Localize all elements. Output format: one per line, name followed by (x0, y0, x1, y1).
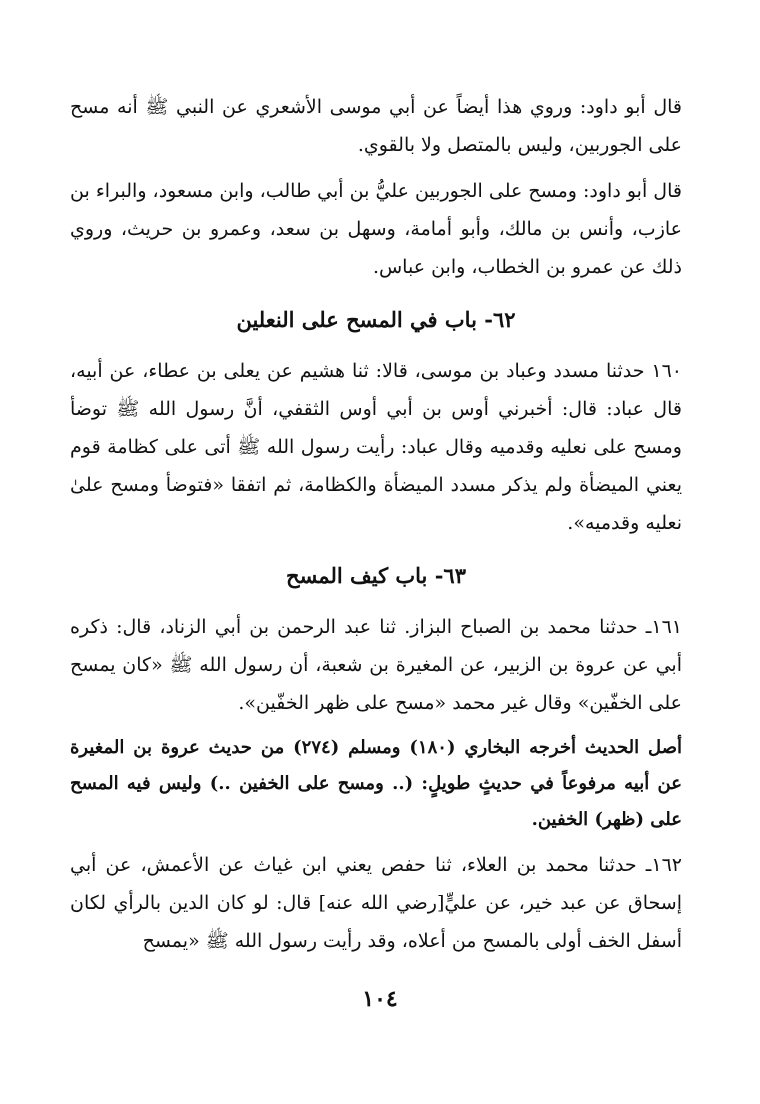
book-page (70, 88, 682, 968)
hadith-162: ١٦٢ـ حدثنا محمد بن العلاء، ثنا حفص يعني ابن غياث عن الأعمش، عن أبي إسحاق عن عبد خير، عن عليٍّ[رضي الله عنه] قال: لو كان الدين بالرأي لكان أسفل الخف أولى بالمسح من أعلاه، وقد رأيت رسول الله ﷺ «يمسح (70, 854, 682, 952)
abu-dawud-note-2: قال أبو داود: ومسح على الجوربين عليُّ بن أبي طالب، وابن مسعود، والبراء بن عازب، وأنس بن مالك، وأبو أمامة، وسهل بن سعد، وعمرو بن حريث، وروي ذلك عن عمرو بن الخطاب، وابن عباس. (70, 180, 682, 278)
chapter-heading-63: ٦٣- باب كيف المسح (286, 563, 466, 588)
page-number: ١٠٤ (362, 986, 398, 1012)
hadith-160: ١٦٠ حدثنا مسدد وعباد بن موسى، قالا: ثنا هشيم عن يعلى بن عطاء، عن أبيه، قال عباد: قال: أخبرني أوس بن أبي أوس الثقفي، أنَّ رسول الله ﷺ توضأ ومسح على نعليه وقدميه وقال عباد: رأيت رسول الله ﷺ أتى على كظامة قوم يعني الميضأة ولم يذكر مسدد الميضأة والكظامة، ثم اتفقا «فتوضأ ومسح علىٰ نعليه وقدميه». (70, 360, 682, 534)
hadith-161: ١٦١ـ حدثنا محمد بن الصباح البزاز. ثنا عبد الرحمن بن أبي الزناد، قال: ذكره أبي عن عروة بن الزبير، عن المغيرة بن شعبة، أن رسول الله ﷺ «كان يمسح على الخفّين» وقال غير محمد «مسح على ظهر الخفّين». (70, 616, 682, 714)
hadith-161-takhrij-note: أصل الحديث أخرجه البخاري (١٨٠) ومسلم (٢٧٤) من حديث عروة بن المغيرة عن أبيه مرفوعاً في حديثٍ طويلٍ: (.. ومسح على الخفين ..) وليس فيه المسح على (ظهر) الخفين. (70, 737, 682, 830)
abu-dawud-note-1: قال أبو داود: وروي هذا أيضاً عن أبي موسى الأشعري عن النبي ﷺ أنه مسح على الجوربين، وليس بالمتصل ولا بالقوي. (70, 96, 682, 156)
chapter-heading-62: ٦٢- باب في المسح على النعلين (236, 307, 516, 332)
